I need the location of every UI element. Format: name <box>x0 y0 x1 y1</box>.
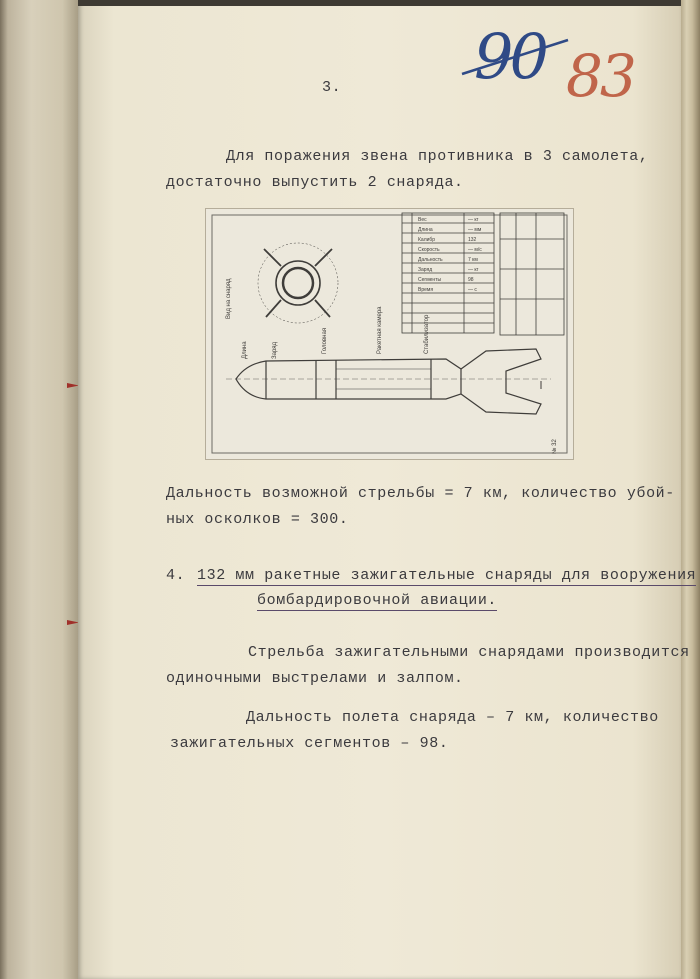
svg-text:Стабилизатор: Стабилизатор <box>424 314 430 354</box>
paragraph-3-line-1: Стрельба зажигательными снарядами производится <box>248 644 690 661</box>
svg-text:98: 98 <box>468 277 474 283</box>
svg-text:— мм: — мм <box>468 227 482 233</box>
folio-strike-line <box>458 30 573 80</box>
svg-text:№ 32: № 32 <box>552 439 558 454</box>
svg-text:Сегменты: Сегменты <box>418 277 442 283</box>
page-stack-edge <box>681 0 700 979</box>
svg-text:Заряд: Заряд <box>418 267 433 273</box>
svg-text:Длина: Длина <box>242 341 248 359</box>
paragraph-3-line-2: одиночными выстрелами и залпом. <box>166 670 464 687</box>
new-folio-number: 83 <box>566 42 634 110</box>
svg-text:Заряд: Заряд <box>272 342 278 359</box>
front-view-drawing <box>258 243 338 323</box>
svg-text:Вес: Вес <box>418 217 427 223</box>
paragraph-4-line-1: Дальность полета снаряда – 7 км, количество <box>246 709 659 726</box>
page-top-edge <box>78 0 681 6</box>
svg-text:Дальность: Дальность <box>418 257 443 263</box>
svg-text:— кг: — кг <box>468 217 479 223</box>
section-heading-line-2: бомбардировочной авиации. <box>257 592 498 609</box>
svg-text:Время: Время <box>418 287 434 293</box>
svg-text:Калибр: Калибр <box>418 237 436 243</box>
svg-text:Скорость: Скорость <box>418 247 440 253</box>
old-folio-number: 90 <box>474 20 545 93</box>
section-number: 4. <box>166 567 186 584</box>
left-facing-page <box>0 0 78 979</box>
svg-text:— с: — с <box>468 287 477 293</box>
section-heading-line-1: 132 мм ракетные зажигательные снаряды для вооружения <box>197 567 697 584</box>
paragraph-2-line-2: ных осколков = 300. <box>166 511 349 528</box>
svg-text:7 км: 7 км <box>468 257 478 263</box>
paragraph-1-line-1: Для поражения звена противника в 3 самолета, <box>226 148 649 165</box>
paragraph-4-line-2: зажигательных сегментов – 98. <box>170 735 449 752</box>
svg-text:132: 132 <box>468 237 477 243</box>
svg-text:— м/с: — м/с <box>468 247 482 253</box>
svg-text:Вид на снаряд: Вид на снаряд <box>226 278 232 319</box>
svg-text:— кг: — кг <box>468 267 479 273</box>
svg-text:Длина: Длина <box>418 227 433 233</box>
rocket-technical-drawing <box>205 208 574 460</box>
svg-text:Ракетная камера: Ракетная камера <box>377 306 383 354</box>
page-number: 3. <box>322 79 342 96</box>
svg-text:Головная: Головная <box>322 327 328 354</box>
paragraph-2-line-1: Дальность возможной стрельбы = 7 км, количество убой- <box>166 485 675 502</box>
paragraph-1-line-2: достаточно выпустить 2 снаряда. <box>166 174 464 191</box>
